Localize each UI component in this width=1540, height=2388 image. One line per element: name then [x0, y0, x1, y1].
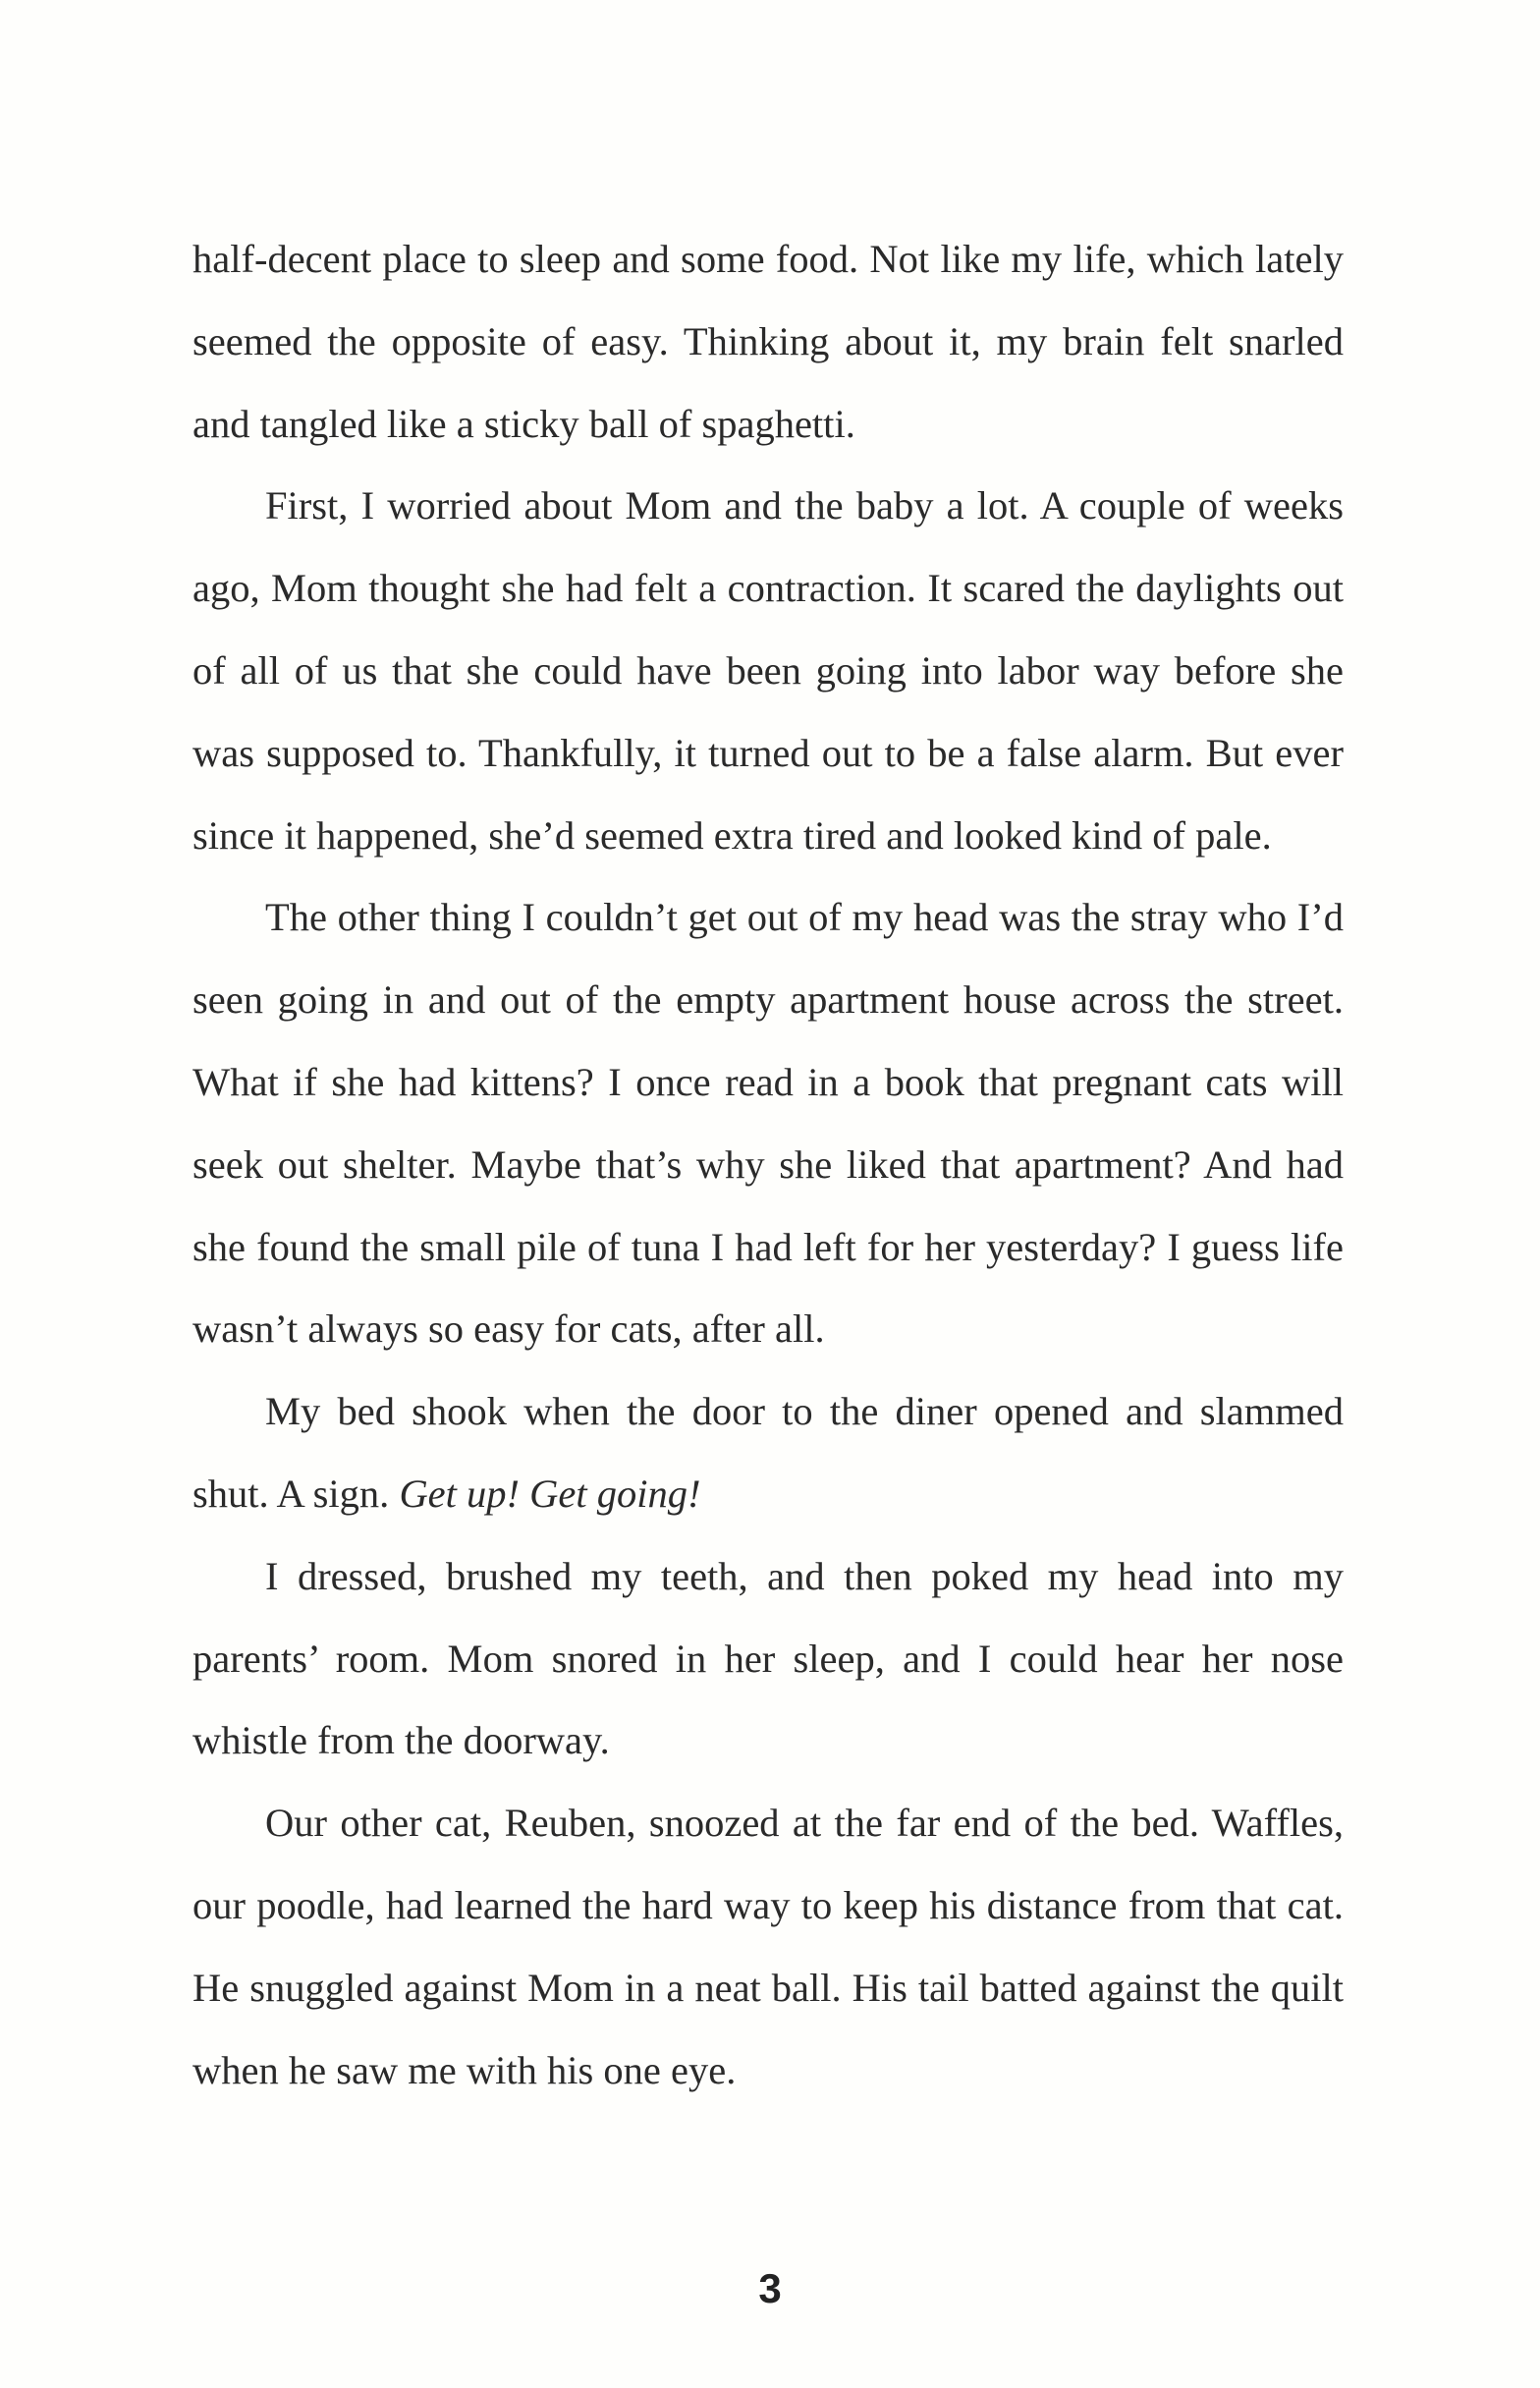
paragraph-4-text: My bed shook when the door to the diner opened and slammed shut. A sign.: [192, 1389, 1344, 1516]
paragraph-4: [192, 1370, 1344, 1535]
paragraph-3: The other thing I couldn’t get out of my head was the stray who I’d seen going in and out of the empty apartment house across the street. What if she had kittens? I once read in a book that pregnant cats will seek out shelter. Maybe that’s why she liked that apartment? And had she found the small pile of tuna I had left for her yesterday? I guess life wasn’t always so easy for cats, after all.: [192, 895, 1344, 1352]
paragraph-2: First, I worried about Mom and the baby a lot. A couple of weeks ago, Mom thought she had felt a contraction. It scared the daylights out of all of us that she could have been going into labor way before she was supposed to. Thankfully, it turned out to be a false alarm. But ever since it happened, she’d seemed extra tired and looked kind of pale.: [192, 483, 1344, 858]
paragraph-5: I dressed, brushed my teeth, and then poked my head into my parents’ room. Mom snored in her sleep, and I could hear her nose whistle from the doorway.: [192, 1553, 1344, 1763]
page-number: 3: [758, 2265, 782, 2311]
paragraph-6: Our other cat, Reuben, snoozed at the far end of the bed. Waffles, our poodle, had learned the hard way to keep his distance from that cat. He snuggled against Mom in a neat ball. His tail batted against the quilt when he saw me with his one eye.: [192, 1801, 1344, 2092]
body-text: [192, 218, 1344, 2111]
paragraph-1: half-decent place to sleep and some food. Not like my life, which lately seemed the opposite of easy. Thinking about it, my brain felt snarled and tangled like a sticky ball of spaghetti.: [192, 237, 1344, 446]
paragraph-4-italic: Get up! Get going!: [399, 1471, 701, 1516]
